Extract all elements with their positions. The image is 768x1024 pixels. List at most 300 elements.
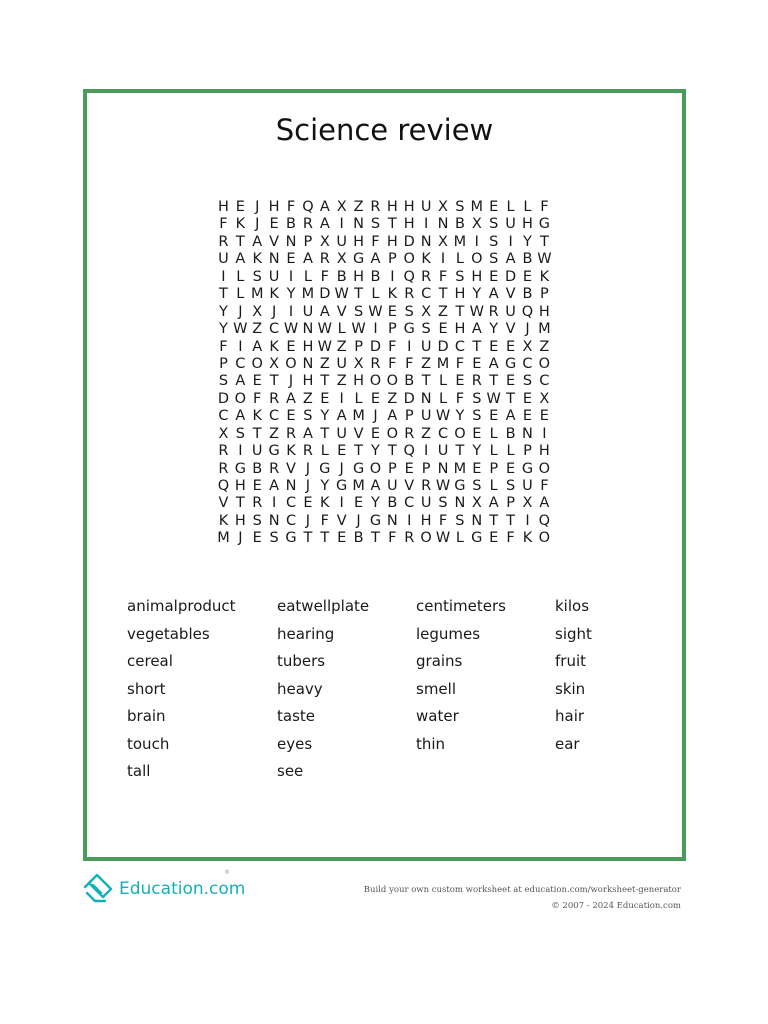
grid-letter: E — [472, 355, 482, 372]
grid-letter: S — [472, 408, 482, 425]
grid-letter: C — [235, 355, 246, 372]
grid-row — [215, 234, 553, 251]
grid-letter: B — [387, 495, 398, 512]
grid-letter: T — [252, 425, 262, 442]
grid-letter: E — [286, 338, 296, 355]
grid-letter: I — [423, 216, 429, 233]
grid-letter: U — [336, 355, 347, 372]
grid-letter: T — [489, 512, 499, 529]
grid-letter: R — [302, 216, 313, 233]
grid-letter: F — [388, 530, 397, 547]
grid-letter: C — [269, 321, 280, 338]
worksheet-frame — [83, 89, 686, 861]
word-list-item: eyes — [277, 734, 313, 753]
grid-letter: F — [388, 355, 397, 372]
grid-letter: M — [301, 286, 315, 303]
grid-letter: E — [320, 390, 330, 407]
grid-letter: E — [489, 408, 499, 425]
grid-letter: A — [488, 355, 499, 372]
grid-letter: H — [420, 512, 432, 529]
grid-letter: A — [319, 199, 330, 215]
grid-letter: I — [339, 390, 344, 407]
grid-letter: F — [540, 478, 549, 494]
grid-letter: I — [542, 425, 547, 442]
grid-letter: S — [303, 408, 313, 425]
grid-letter: T — [472, 338, 482, 355]
page-title: Science review — [275, 113, 494, 147]
word-list-item: sight — [555, 624, 592, 643]
grid-letter: R — [302, 443, 313, 460]
grid-letter: I — [238, 443, 243, 460]
word-list-item: tall — [127, 762, 151, 780]
grid-letter: O — [386, 425, 399, 442]
grid-letter: S — [235, 425, 245, 442]
copyright: © 2007 - 2024 Education.com — [551, 901, 681, 911]
grid-letter: T — [387, 216, 397, 233]
grid-letter: E — [489, 530, 499, 547]
grid-letter: O — [538, 355, 551, 372]
grid-letter: S — [252, 512, 262, 529]
grid-letter: X — [539, 390, 550, 407]
grid-letter: U — [420, 408, 432, 425]
grid-letter: P — [387, 460, 397, 477]
grid-letter: F — [438, 512, 448, 529]
grid-letter: P — [303, 233, 313, 250]
grid-letter: E — [522, 408, 533, 425]
grid-letter: M — [352, 408, 365, 425]
grid-letter: S — [370, 216, 381, 233]
word-list-item: eatwellplate — [277, 597, 370, 615]
grid-letter: C — [285, 512, 297, 529]
education-logo[interactable] — [83, 871, 245, 907]
word-list-item: water — [416, 707, 459, 725]
grid-letter: G — [369, 512, 382, 529]
grid-letter: K — [269, 338, 279, 355]
grid-letter: A — [370, 478, 381, 494]
grid-letter: K — [252, 408, 262, 425]
grid-letter: Y — [320, 408, 330, 425]
grid-letter: R — [252, 495, 263, 512]
grid-letter: L — [455, 251, 464, 268]
grid-letter: K — [269, 286, 279, 303]
word-list-item: vegetables — [127, 624, 210, 643]
logo-text: Education.com — [119, 879, 246, 899]
grid-letter: G — [504, 355, 517, 372]
grid-letter: L — [337, 321, 346, 338]
word-list-item: skin — [555, 679, 586, 698]
grid-letter: X — [353, 355, 364, 372]
grid-letter: V — [336, 303, 347, 320]
grid-letter: E — [506, 373, 516, 390]
grid-letter: R — [218, 233, 229, 250]
grid-letter: F — [320, 512, 329, 529]
grid-letter: J — [356, 512, 361, 529]
grid-letter: A — [539, 495, 550, 512]
grid-letter: F — [455, 390, 465, 407]
grid-letter: M — [217, 530, 230, 547]
grid-letter: A — [319, 216, 330, 233]
grid-letter: E — [286, 251, 296, 268]
grid-letter: J — [305, 512, 311, 529]
grid-letter: Z — [336, 338, 347, 355]
grid-letter: D — [217, 390, 230, 407]
grid-letter: H — [386, 233, 398, 250]
grid-letter: V — [505, 286, 516, 303]
grid-letter: X — [336, 251, 347, 268]
grid-letter: G — [319, 460, 331, 477]
grid-letter: V — [218, 495, 229, 512]
grid-letter: S — [489, 251, 499, 268]
grid-letter: F — [286, 199, 296, 215]
grid-letter: J — [255, 199, 260, 215]
grid-letter: N — [302, 355, 314, 372]
grid-letter: O — [454, 425, 466, 442]
grid-letter: F — [438, 268, 448, 285]
grid-letter: B — [370, 268, 381, 285]
grid-letter: E — [438, 321, 448, 338]
grid-letter: D — [403, 233, 415, 250]
grid-row — [215, 339, 553, 356]
grid-letter: H — [538, 443, 550, 460]
grid-letter: N — [268, 512, 280, 529]
grid-letter: H — [522, 216, 533, 233]
grid-letter: I — [407, 512, 412, 529]
grid-letter: E — [489, 199, 499, 215]
grid-letter: T — [219, 286, 228, 303]
word-list-item: animalproduct — [127, 597, 236, 615]
grid-letter: A — [302, 425, 313, 442]
grid-letter: D — [437, 338, 449, 355]
word-list-item: legumes — [416, 624, 481, 643]
grid-letter: E — [522, 390, 533, 407]
grid-letter: R — [218, 443, 229, 460]
grid-letter: T — [320, 425, 330, 442]
grid-letter: I — [508, 233, 513, 250]
grid-letter: Y — [472, 286, 482, 303]
grid-letter: U — [505, 216, 516, 233]
grid-letter: R — [488, 303, 499, 320]
grid-letter: A — [505, 408, 516, 425]
grid-letter: J — [339, 460, 344, 477]
grid-letter: X — [269, 355, 280, 372]
grid-letter: T — [303, 530, 313, 547]
grid-letter: C — [437, 425, 449, 442]
grid-letter: N — [437, 460, 449, 477]
grid-letter: T — [539, 233, 549, 250]
grid-letter: I — [440, 251, 446, 268]
grid-letter: N — [386, 512, 398, 529]
grid-letter: L — [371, 286, 380, 303]
grid-letter: Z — [252, 321, 263, 338]
grid-letter: T — [320, 373, 330, 390]
grid-letter: U — [336, 425, 347, 442]
grid-letter: I — [407, 338, 412, 355]
grid-letter: I — [423, 443, 429, 460]
grid-letter: Z — [269, 425, 280, 442]
grid-letter: T — [269, 373, 279, 390]
grid-letter: W — [233, 321, 248, 338]
grid-letter: W — [334, 286, 349, 303]
grid-letter: Z — [421, 425, 432, 442]
grid-letter: L — [354, 390, 363, 407]
grid-letter: L — [506, 443, 515, 460]
word-list-item: hearing — [277, 624, 335, 643]
grid-letter: N — [420, 233, 432, 250]
grid-letter: Y — [472, 443, 482, 460]
grid-letter: I — [525, 512, 530, 529]
grid-row — [215, 391, 553, 408]
grid-row — [215, 408, 553, 425]
grid-letter: O — [538, 460, 551, 477]
word-list-item: ear — [555, 734, 580, 753]
grid-letter: H — [454, 286, 466, 303]
grid-letter: A — [471, 321, 482, 338]
grid-letter: C — [218, 408, 229, 425]
grid-letter: Q — [403, 443, 415, 460]
grid-letter: H — [403, 216, 415, 233]
grid-letter: T — [506, 512, 516, 529]
grid-letter: T — [489, 373, 499, 390]
word-list-item: see — [277, 762, 304, 780]
grid-row — [215, 321, 553, 338]
grid-letter: X — [471, 216, 482, 233]
grid-letter: P — [506, 495, 515, 512]
grid-letter: W — [435, 408, 451, 425]
grid-letter: U — [336, 233, 347, 250]
word-list-item: heavy — [277, 679, 323, 698]
grid-letter: H — [454, 321, 466, 338]
grid-letter: U — [522, 478, 533, 494]
grid-letter: B — [353, 530, 364, 547]
grid-letter: U — [251, 443, 263, 460]
grid-letter: E — [337, 530, 347, 547]
grid-letter: O — [403, 251, 415, 268]
grid-letter: K — [387, 286, 398, 303]
grid-letter: T — [235, 495, 245, 512]
grid-row — [215, 461, 553, 478]
grid-letter: A — [387, 408, 398, 425]
grid-letter: D — [505, 268, 517, 285]
grid-letter: S — [455, 512, 465, 529]
grid-letter: R — [285, 425, 297, 442]
grid-letter: J — [271, 303, 277, 320]
grid-letter: F — [405, 355, 414, 372]
grid-letter: T — [235, 233, 245, 250]
grid-letter: Z — [353, 199, 364, 215]
grid-letter: E — [539, 408, 549, 425]
word-list-item: short — [127, 679, 166, 698]
grid-letter: M — [538, 321, 551, 338]
grid-letter: Q — [403, 268, 415, 285]
grid-letter: P — [387, 251, 397, 268]
grid-letter: E — [337, 443, 347, 460]
grid-row — [215, 356, 553, 373]
grid-letter: F — [253, 390, 262, 407]
word-list-item: kilos — [555, 597, 590, 615]
grid-letter: M — [250, 286, 264, 303]
grid-letter: E — [235, 199, 245, 215]
grid-letter: T — [455, 443, 465, 460]
word-list-item: hair — [555, 707, 585, 725]
grid-letter: S — [489, 233, 499, 250]
word-list-item: brain — [127, 707, 166, 725]
build-note: Build your own custom worksheet at education.com/worksheet-generator — [363, 885, 681, 895]
grid-letter: Q — [217, 478, 230, 494]
grid-letter: N — [353, 216, 364, 233]
grid-letter: Q — [521, 303, 534, 320]
grid-letter: X — [522, 338, 533, 355]
grid-letter: C — [285, 495, 297, 512]
grid-letter: O — [251, 355, 263, 372]
grid-letter: W — [469, 303, 484, 320]
grid-letter: D — [319, 286, 331, 303]
grid-letter: E — [506, 338, 516, 355]
grid-letter: Q — [302, 199, 314, 215]
word-search-grid — [215, 199, 553, 548]
registered-mark: ® — [224, 869, 230, 876]
grid-letter: U — [302, 303, 314, 320]
grid-letter: N — [437, 216, 449, 233]
grid-letter: S — [522, 373, 533, 390]
grid-letter: B — [522, 251, 533, 268]
grid-letter: P — [219, 355, 228, 372]
grid-letter: L — [303, 268, 312, 285]
grid-letter: I — [339, 495, 344, 512]
grid-letter: E — [472, 425, 482, 442]
grid-letter: A — [370, 251, 381, 268]
grid-letter: N — [522, 425, 533, 442]
grid-letter: E — [303, 495, 313, 512]
grid-letter: R — [269, 460, 280, 477]
grid-letter: F — [219, 338, 228, 355]
grid-letter: H — [234, 478, 246, 494]
grid-letter: E — [269, 216, 279, 233]
grid-letter: R — [404, 286, 415, 303]
grid-letter: L — [455, 530, 464, 547]
grid-letter: L — [236, 286, 245, 303]
grid-letter: L — [320, 443, 329, 460]
grid-letter: F — [219, 216, 228, 233]
grid-row — [215, 269, 553, 286]
grid-letter: A — [488, 495, 499, 512]
grid-letter: D — [369, 338, 382, 355]
grid-letter: R — [421, 268, 432, 285]
grid-letter: W — [435, 478, 451, 494]
grid-letter: N — [285, 478, 297, 494]
grid-letter: W — [351, 321, 366, 338]
grid-letter: E — [506, 460, 516, 477]
grid-letter: E — [472, 460, 482, 477]
grid-letter: R — [404, 425, 415, 442]
footer-note — [364, 882, 681, 914]
grid-letter: N — [420, 390, 432, 407]
grid-letter: A — [252, 338, 263, 355]
grid-row — [215, 478, 553, 495]
grid-letter: K — [320, 495, 330, 512]
grid-letter: N — [285, 233, 297, 250]
grid-letter: J — [525, 321, 530, 338]
grid-letter: S — [404, 303, 414, 320]
grid-letter: M — [352, 478, 365, 494]
word-list-item: grains — [416, 652, 463, 670]
grid-letter: F — [506, 530, 515, 547]
grid-letter: P — [387, 321, 397, 338]
grid-letter: L — [489, 478, 498, 494]
grid-letter: Y — [371, 443, 380, 460]
grid-letter: Y — [320, 478, 330, 494]
grid-letter: I — [288, 303, 294, 320]
grid-letter: K — [235, 216, 246, 233]
grid-letter: A — [336, 408, 347, 425]
grid-letter: J — [373, 408, 378, 425]
grid-letter: W — [317, 338, 332, 355]
grid-letter: L — [523, 199, 532, 215]
grid-letter: W — [317, 321, 332, 338]
grid-letter: M — [453, 460, 467, 477]
grid-letter: A — [488, 286, 499, 303]
grid-letter: I — [339, 216, 344, 233]
grid-letter: C — [404, 495, 415, 512]
word-list-item: taste — [277, 707, 315, 725]
grid-letter: A — [286, 390, 296, 407]
grid-letter: C — [421, 286, 432, 303]
grid-letter: T — [421, 373, 431, 390]
grid-letter: P — [404, 408, 414, 425]
grid-letter: T — [506, 390, 516, 407]
grid-letter: E — [353, 495, 364, 512]
grid-letter: S — [438, 495, 448, 512]
grid-letter: U — [437, 443, 449, 460]
grid-letter: E — [387, 303, 397, 320]
grid-letter: R — [471, 373, 482, 390]
grid-letter: N — [454, 495, 466, 512]
grid-letter: R — [269, 390, 280, 407]
grid-letter: I — [221, 268, 226, 285]
grid-letter: B — [336, 268, 347, 285]
grid-letter: H — [353, 233, 365, 250]
grid-letter: X — [319, 233, 330, 250]
grid-letter: Y — [523, 233, 532, 250]
grid-letter: A — [505, 251, 516, 268]
grid-letter: H — [217, 199, 229, 215]
grid-letter: A — [235, 373, 246, 390]
grid-letter: I — [474, 233, 479, 250]
grid-letter: O — [420, 530, 432, 547]
grid-row — [215, 373, 553, 390]
grid-letter: O — [386, 373, 399, 390]
grid-row — [215, 530, 553, 547]
grid-letter: E — [489, 338, 499, 355]
grid-letter: Y — [219, 303, 228, 320]
grid-letter: U — [420, 338, 432, 355]
word-list-item: touch — [127, 734, 170, 753]
word-list-item: cereal — [127, 652, 173, 670]
grid-letter: H — [302, 373, 314, 390]
grid-letter: G — [285, 530, 297, 547]
grid-letter: H — [268, 199, 280, 215]
grid-letter: I — [271, 495, 277, 512]
grid-row — [215, 251, 553, 268]
grid-letter: B — [404, 373, 415, 390]
grid-letter: E — [252, 373, 262, 390]
grid-letter: H — [353, 373, 365, 390]
grid-letter: J — [288, 373, 294, 390]
grid-letter: X — [471, 495, 482, 512]
grid-letter: I — [373, 321, 378, 338]
grid-letter: G — [454, 478, 466, 494]
grid-letter: E — [404, 460, 414, 477]
grid-letter: Y — [286, 286, 296, 303]
